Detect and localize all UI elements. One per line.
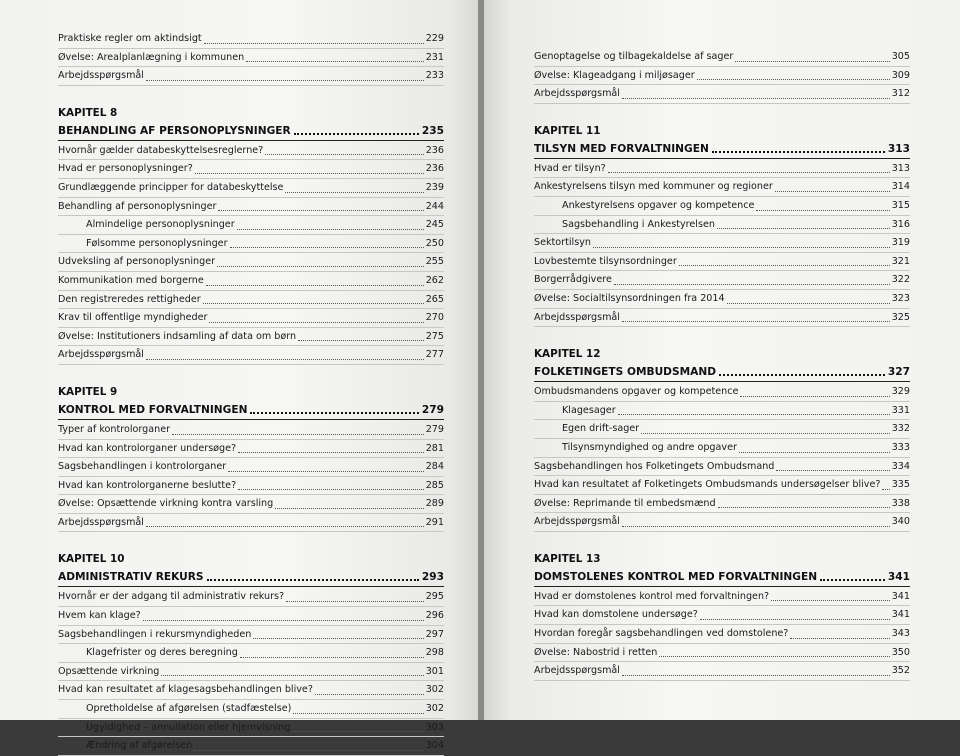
entry-page-number: 255: [425, 256, 444, 268]
entry-title: Sektortilsyn: [534, 237, 591, 249]
entry-title: Klagesager: [562, 404, 616, 416]
entry-page-number: 284: [425, 461, 444, 473]
toc-entry: [534, 271, 910, 290]
chapter-label: KAPITEL 8: [58, 106, 118, 119]
chapter-page-number: 327: [887, 366, 910, 379]
right-top-entries: [534, 48, 910, 104]
toc-subentry: [534, 420, 910, 439]
dot-leader: [217, 265, 424, 267]
chapter-entries: [534, 588, 910, 681]
chapter-title: KONTROL MED FORVALTNINGEN: [58, 403, 248, 416]
entry-page-number: 265: [425, 293, 444, 305]
dot-leader: [246, 60, 423, 62]
toc-entry: [534, 85, 910, 104]
entry-title: Ombudsmandens opgaver og kompetence: [534, 386, 739, 398]
toc-subentry: [58, 216, 444, 235]
dot-leader: [717, 227, 890, 229]
entry-title: Praktiske regler om aktindsigt: [58, 33, 202, 44]
toc-subentry: [58, 719, 444, 738]
left-chapters: [58, 105, 444, 756]
entry-title: Arbejdsspørgsmål: [534, 516, 620, 528]
dot-leader: [735, 60, 889, 62]
entry-page-number: 296: [425, 610, 444, 622]
chapter-label: KAPITEL 12: [534, 348, 601, 361]
entry-title: Almindelige personoplysninger: [86, 219, 235, 231]
dot-leader: [775, 190, 890, 192]
dot-leader: [739, 451, 890, 453]
toc-entry: [534, 253, 910, 272]
entry-title: Tilsynsmyndighed og andre opgaver: [562, 441, 737, 453]
entry-page-number: 295: [425, 591, 444, 603]
toc-entry: [534, 513, 910, 532]
chapter-section: [534, 551, 910, 681]
entry-page-number: 341: [891, 609, 910, 621]
entry-page-number: 305: [891, 51, 910, 62]
entry-page-number: 281: [425, 442, 444, 454]
chapter-title: FOLKETINGETS OMBUDSMAND: [534, 366, 716, 379]
entry-page-number: 236: [425, 144, 444, 156]
dot-leader: [618, 413, 890, 415]
toc-entry: [534, 588, 910, 607]
entry-title: Følsomme personoplysninger: [86, 237, 228, 249]
entry-page-number: 304: [425, 740, 444, 752]
toc-entry: [58, 663, 444, 682]
entry-page-number: 298: [425, 647, 444, 659]
chapter-section: [58, 551, 444, 755]
entry-title: Hvem kan klage?: [58, 610, 141, 622]
dot-leader: [250, 411, 418, 414]
dot-leader: [820, 578, 885, 581]
entry-page-number: 322: [891, 274, 910, 286]
dot-leader: [292, 730, 423, 732]
entry-title: Hvad kan resultatet af Folketingets Ombudsmands undersøgelser blive?: [534, 479, 881, 491]
entry-title: Kommunikation med borgerne: [58, 274, 204, 286]
dot-leader: [209, 321, 423, 323]
dot-leader: [240, 656, 424, 658]
entry-page-number: 332: [891, 423, 910, 435]
entry-page-number: 285: [425, 479, 444, 491]
left-top-entries: [58, 30, 444, 86]
entry-page-number: 302: [425, 703, 444, 715]
entry-page-number: 341: [891, 590, 910, 602]
entry-title: Behandling af personoplysninger: [58, 200, 217, 212]
entry-title: Øvelse: Arealplanlægning i kommunen: [58, 51, 245, 63]
dot-leader: [203, 302, 424, 304]
chapter-title-row: [534, 140, 910, 159]
entry-page-number: 236: [425, 163, 444, 175]
entry-title: Hvad er personoplysninger?: [58, 163, 193, 175]
entry-title: Klagefrister og deres beregning: [86, 647, 238, 659]
toc-subentry: [534, 197, 910, 216]
entry-page-number: 245: [425, 219, 444, 231]
toc-subentry: [534, 216, 910, 235]
dot-leader: [719, 373, 885, 376]
toc-entry: [58, 458, 444, 477]
chapter-title: DOMSTOLENES KONTROL MED FORVALTNINGEN: [534, 570, 818, 583]
dot-leader: [294, 132, 419, 135]
toc-entry: [58, 309, 444, 328]
entry-title: Borgerrådgivere: [534, 274, 612, 286]
dot-leader: [700, 618, 890, 620]
toc-entry: [534, 48, 910, 67]
entry-title: Øvelse: Socialtilsynsordningen fra 2014: [534, 292, 725, 304]
dot-leader: [756, 209, 889, 211]
toc-entry: [534, 67, 910, 86]
chapter-page-number: 313: [887, 142, 910, 155]
dot-leader: [265, 153, 423, 155]
entry-page-number: 303: [425, 721, 444, 733]
dot-leader: [712, 150, 885, 153]
toc-entry: [534, 178, 910, 197]
entry-page-number: 309: [891, 69, 910, 81]
entry-page-number: 301: [425, 665, 444, 677]
chapter-label: KAPITEL 13: [534, 552, 601, 565]
dot-leader: [204, 42, 424, 44]
dot-leader: [286, 600, 424, 602]
dot-leader: [285, 191, 423, 193]
entry-page-number: 312: [891, 88, 910, 100]
dot-leader: [315, 693, 424, 695]
chapter-section: [534, 123, 910, 327]
toc-entry: [58, 588, 444, 607]
chapter-label: KAPITEL 11: [534, 124, 601, 137]
entry-page-number: 244: [425, 200, 444, 212]
dot-leader: [218, 209, 423, 211]
entry-page-number: 331: [891, 404, 910, 416]
toc-entry: [534, 309, 910, 328]
entry-page-number: 233: [425, 70, 444, 82]
entry-page-number: 314: [891, 181, 910, 193]
dot-leader: [207, 578, 419, 581]
toc-entry: [58, 495, 444, 514]
dot-leader: [622, 320, 890, 322]
entry-title: Sagsbehandling i Ankestyrelsen: [562, 218, 715, 230]
entry-title: Den registreredes rettigheder: [58, 293, 201, 305]
dot-leader: [230, 246, 424, 248]
chapter-entries: [58, 421, 444, 533]
entry-page-number: 275: [425, 330, 444, 342]
toc-entry: [58, 30, 444, 49]
dot-leader: [641, 432, 890, 434]
entry-page-number: 302: [425, 684, 444, 696]
entry-title: Grundlæggende principper for databeskyttelse: [58, 181, 284, 193]
dot-leader: [740, 395, 889, 397]
entry-page-number: 340: [891, 516, 910, 528]
entry-page-number: 262: [425, 274, 444, 286]
chapter-entries: [58, 588, 444, 755]
dot-leader: [275, 507, 423, 509]
entry-page-number: 297: [425, 628, 444, 640]
dot-leader: [161, 674, 423, 676]
dot-leader: [771, 599, 890, 601]
toc-subentry: [534, 402, 910, 421]
toc-entry: [534, 458, 910, 477]
chapter-label: KAPITEL 9: [58, 385, 118, 398]
entry-page-number: 315: [891, 199, 910, 211]
entry-title: Krav til offentlige myndigheder: [58, 312, 208, 324]
entry-page-number: 239: [425, 181, 444, 193]
toc-entry: [534, 383, 910, 402]
dot-leader: [146, 525, 424, 527]
entry-title: Hvornår gælder databeskyttelsesreglerne?: [58, 144, 264, 156]
entry-title: Arbejdsspørgsmål: [58, 349, 144, 361]
entry-page-number: 279: [425, 423, 444, 435]
dot-leader: [253, 637, 423, 639]
entry-page-number: 321: [891, 255, 910, 267]
entry-title: Øvelse: Opsættende virkning kontra varsling: [58, 498, 274, 510]
left-page: [0, 0, 478, 752]
toc-entry: [58, 440, 444, 459]
chapter-title-row: [58, 568, 444, 587]
entry-title: Øvelse: Institutioners indsamling af data om børn: [58, 330, 297, 342]
entry-page-number: 270: [425, 312, 444, 324]
dot-leader: [608, 171, 890, 173]
toc-subentry: [58, 644, 444, 663]
toc-subentry: [534, 439, 910, 458]
toc-entry: [534, 625, 910, 644]
entry-title: Hvad er tilsyn?: [534, 162, 606, 174]
entry-title: Egen drift-sager: [562, 423, 640, 435]
entry-title: Arbejdsspørgsmål: [58, 516, 144, 528]
dot-leader: [293, 712, 423, 714]
toc-entry: [534, 606, 910, 625]
chapter-section: [58, 384, 444, 533]
entry-page-number: 338: [891, 497, 910, 509]
chapter-title: ADMINISTRATIV REKURS: [58, 571, 204, 584]
dot-leader: [882, 488, 889, 490]
entry-page-number: 250: [425, 237, 444, 249]
entry-page-number: 329: [891, 386, 910, 398]
toc-entry: [58, 198, 444, 217]
entry-title: Opsættende virkning: [58, 665, 160, 677]
entry-title: Sagsbehandlingen hos Folketingets Ombudsmand: [534, 460, 775, 472]
entry-title: Arbejdsspørgsmål: [534, 88, 620, 100]
chapter-page-number: 293: [421, 571, 444, 584]
toc-entry: [58, 607, 444, 626]
dot-leader: [146, 358, 424, 360]
entry-title: Ugyldighed – annullation eller hjemvisning: [86, 721, 291, 733]
toc-entry: [534, 476, 910, 495]
dot-leader: [194, 749, 424, 751]
toc-entry: [534, 160, 910, 179]
dot-leader: [238, 488, 424, 490]
toc-entry: [534, 495, 910, 514]
toc-entry: [58, 179, 444, 198]
dot-leader: [659, 655, 889, 657]
toc-entry: [58, 49, 444, 68]
chapter-label: KAPITEL 10: [58, 553, 125, 566]
dot-leader: [298, 339, 424, 341]
chapter-page-number: 235: [421, 124, 444, 137]
entry-page-number: 316: [891, 218, 910, 230]
dot-leader: [228, 470, 424, 472]
entry-title: Øvelse: Klageadgang i miljøsager: [534, 69, 695, 81]
dot-leader: [146, 79, 424, 81]
chapter-page-number: 341: [887, 570, 910, 583]
toc-entry: [58, 253, 444, 272]
entry-title: Hvad er domstolenes kontrol med forvaltningen?: [534, 590, 770, 602]
entry-page-number: 229: [425, 33, 444, 44]
chapter-entries: [534, 160, 910, 327]
toc-entry: [58, 477, 444, 496]
dot-leader: [776, 469, 889, 471]
entry-page-number: 333: [891, 441, 910, 453]
right-chapters: [534, 123, 910, 681]
entry-title: Arbejdsspørgsmål: [534, 311, 620, 323]
dot-leader: [697, 78, 890, 80]
toc-entry: [58, 142, 444, 161]
entry-title: Ændring af afgørelsen: [86, 740, 193, 752]
entry-page-number: 319: [891, 237, 910, 249]
entry-title: Øvelse: Nabostrid i retten: [534, 646, 658, 658]
chapter-title-row: [534, 363, 910, 382]
entry-page-number: 335: [891, 479, 910, 491]
entry-title: Hvad kan kontrolorganer undersøge?: [58, 442, 237, 454]
entry-title: Hvad kan kontrolorganerne beslutte?: [58, 479, 237, 491]
entry-title: Ankestyrelsens tilsyn med kommuner og regioner: [534, 181, 773, 193]
dot-leader: [718, 506, 890, 508]
toc-entry: [534, 290, 910, 309]
chapter-section: [534, 346, 910, 532]
entry-page-number: 277: [425, 349, 444, 361]
dot-leader: [790, 637, 889, 639]
dot-leader: [614, 283, 890, 285]
toc-entry: [534, 644, 910, 663]
right-page: [484, 0, 960, 720]
entry-title: Opretholdelse af afgørelsen (stadfæstelse): [86, 703, 292, 715]
entry-page-number: 334: [891, 460, 910, 472]
entry-title: Typer af kontrolorganer: [58, 423, 171, 435]
entry-page-number: 231: [425, 51, 444, 63]
chapter-title: TILSYN MED FORVALTNINGEN: [534, 142, 709, 155]
toc-entry: [534, 234, 910, 253]
entry-page-number: 325: [891, 311, 910, 323]
entry-title: Hvad kan domstolene undersøge?: [534, 609, 698, 621]
toc-subentry: [58, 700, 444, 719]
dot-leader: [172, 433, 424, 435]
entry-page-number: 323: [891, 292, 910, 304]
chapter-title-row: [534, 568, 910, 587]
dot-leader: [727, 302, 890, 304]
entry-title: Øvelse: Reprimande til embedsmænd: [534, 497, 716, 509]
dot-leader: [237, 228, 424, 230]
chapter-title-row: [58, 122, 444, 141]
entry-page-number: 313: [891, 162, 910, 174]
toc-entry: [58, 514, 444, 533]
entry-title: Hvad kan resultatet af klagesagsbehandlingen blive?: [58, 684, 313, 696]
toc-entry: [58, 626, 444, 645]
entry-title: Hvornår er der adgang til administrativ rekurs?: [58, 591, 285, 603]
chapter-section: [58, 105, 444, 365]
entry-title: Ankestyrelsens opgaver og kompetence: [562, 199, 755, 211]
entry-page-number: 350: [891, 646, 910, 658]
chapter-page-number: 279: [421, 403, 444, 416]
toc-entry: [58, 291, 444, 310]
dot-leader: [593, 246, 890, 248]
chapter-title: BEHANDLING AF PERSONOPLYSNINGER: [58, 124, 291, 137]
toc-entry: [58, 346, 444, 365]
dot-leader: [622, 674, 890, 676]
chapter-entries: [534, 383, 910, 532]
toc-entry: [58, 328, 444, 347]
entry-title: Arbejdsspørgsmål: [534, 665, 620, 677]
toc-entry: [58, 681, 444, 700]
toc-entry: [534, 662, 910, 681]
toc-entry: [58, 421, 444, 440]
toc-subentry: [58, 737, 444, 756]
dot-leader: [206, 284, 424, 286]
dot-leader: [238, 451, 424, 453]
entry-title: Sagsbehandlingen i rekursmyndigheden: [58, 628, 252, 640]
chapter-title-row: [58, 401, 444, 420]
entry-title: Sagsbehandlingen i kontrolorganer: [58, 461, 227, 473]
entry-page-number: 352: [891, 665, 910, 677]
chapter-entries: [58, 142, 444, 365]
dot-leader: [622, 97, 890, 99]
entry-title: Arbejdsspørgsmål: [58, 70, 144, 82]
entry-title: Udveksling af personoplysninger: [58, 256, 216, 268]
toc-entry: [58, 272, 444, 291]
dot-leader: [622, 525, 890, 527]
entry-title: Lovbestemte tilsynsordninger: [534, 255, 677, 267]
dot-leader: [143, 619, 424, 621]
entry-page-number: 343: [891, 628, 910, 640]
entry-title: Hvordan foregår sagsbehandlingen ved domstolene?: [534, 628, 789, 640]
entry-page-number: 291: [425, 516, 444, 528]
entry-page-number: 289: [425, 498, 444, 510]
toc-entry: [58, 67, 444, 86]
dot-leader: [679, 264, 890, 266]
toc-subentry: [58, 235, 444, 254]
entry-title: Genoptagelse og tilbagekaldelse af sager: [534, 51, 734, 62]
dot-leader: [195, 172, 424, 174]
toc-entry: [58, 160, 444, 179]
